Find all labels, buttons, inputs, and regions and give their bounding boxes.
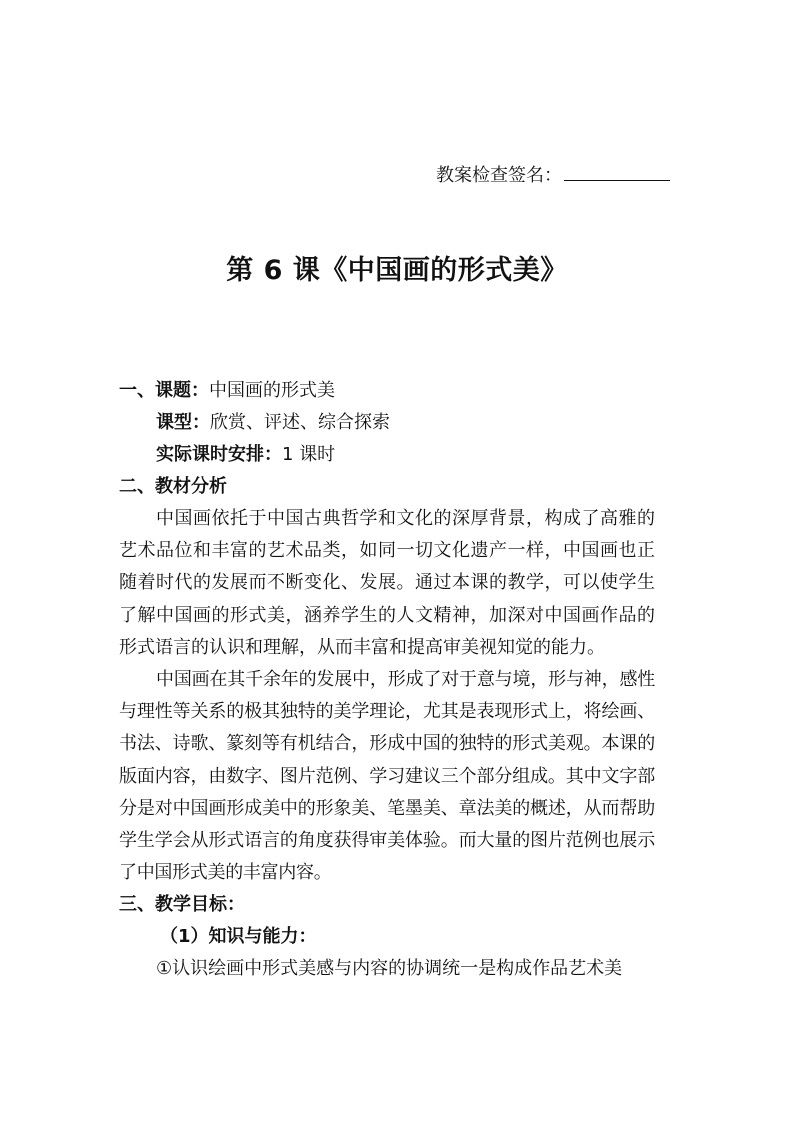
signature-label: 教案检查签名：	[436, 165, 562, 186]
objective-item-1: ①认识绘画中形式美感与内容的协调统一是构成作品艺术美	[156, 958, 623, 980]
type-label: 课型：	[156, 412, 210, 433]
material-paragraph-2: 中国画在其千余年的发展中，形成了对于意与境，形与神，感性与理性等关系的极其独特的美学理论，尤其是表现形式上，将绘画、书法、诗歌、篆刻等有机结合，形成中国的独特的形式美观。本课的版面内容，由数字、图片范例、学习建议三个部分组成。其中文字部分是对中国画形成美中的形象美、笔墨美、章法美的概述，从而帮助学生学会从形式语言的角度获得审美体验。而大量的图片范例也展示了中国形式美的丰富内容。	[119, 669, 655, 884]
section-heading-3: 三、教学目标：	[119, 894, 245, 916]
section-heading-2: 二、教材分析	[119, 476, 227, 497]
type-value: 欣赏、评述、综合探索	[210, 412, 390, 433]
objective-sub-heading-1: （1）知识与能力：	[160, 926, 317, 948]
topic-line	[119, 375, 655, 407]
section-number-1: 一、	[119, 380, 155, 401]
schedule-value: 1 课时	[282, 444, 336, 465]
topic-label: 课题：	[155, 380, 209, 401]
signature-blank-line[interactable]	[564, 161, 670, 181]
lesson-title: 第 6 课《中国画的形式美》	[226, 255, 568, 286]
material-paragraph-1: 中国画依托于中国古典哲学和文化的深厚背景，构成了高雅的艺术品位和丰富的艺术品类，如同一切文化遗产一样，中国画也正随着时代的发展而不断变化、发展。通过本课的教学，可以使学生了解中国画的形式美，涵养学生的人文精神，加深对中国画作品的形式语言的认识和理解，从而丰富和提高审美视知觉的能力。	[119, 508, 655, 658]
lesson-info-section	[119, 375, 655, 985]
type-line	[119, 407, 655, 439]
schedule-line	[119, 439, 655, 471]
topic-value: 中国画的形式美	[209, 380, 335, 401]
schedule-label: 实际课时安排：	[156, 444, 282, 465]
signature-field	[436, 161, 670, 189]
